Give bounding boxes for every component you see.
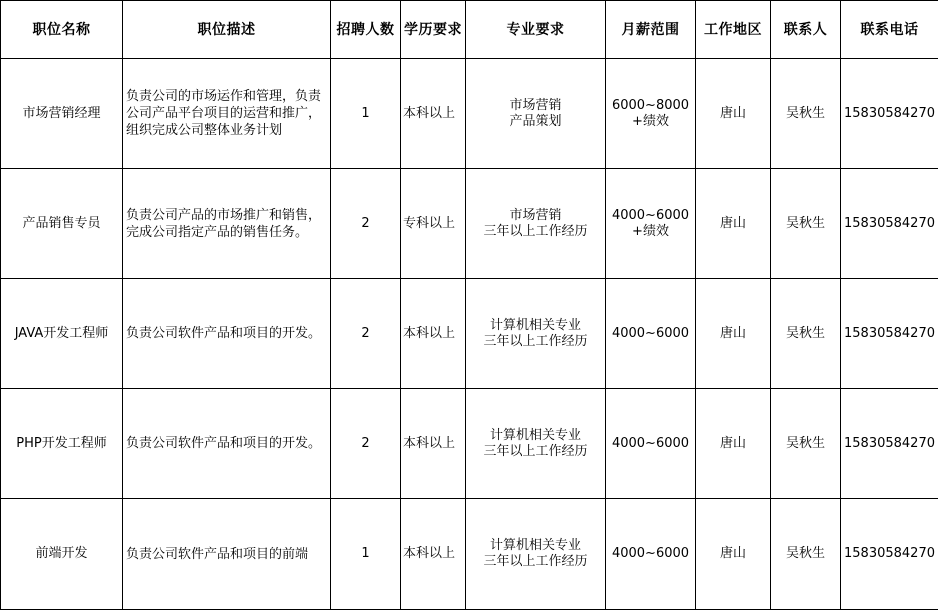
- cell-description: [123, 499, 331, 610]
- cell-major: [466, 279, 606, 389]
- major-line: 计算机相关专业: [489, 317, 581, 333]
- cell-count: 2: [331, 389, 401, 499]
- table-row: [1, 499, 938, 610]
- header-count: 招聘人数: [331, 1, 401, 59]
- description-text: 负责公司软件产品和项目的开发。: [126, 436, 322, 451]
- salary-line: 4000~6000: [611, 546, 690, 561]
- cell-salary: [606, 169, 696, 279]
- salary-line: +绩效: [632, 223, 669, 239]
- cell-education: 本科以上: [401, 59, 466, 169]
- header-description: 职位描述: [123, 1, 331, 59]
- header-title: 职位名称: [1, 1, 123, 59]
- salary-line: 4000~6000: [611, 207, 690, 223]
- major-line: 市场营销: [509, 97, 562, 113]
- cell-salary: [606, 279, 696, 389]
- header-major: 专业要求: [466, 1, 606, 59]
- major-line: 三年以上工作经历: [483, 333, 588, 349]
- table-row: [1, 279, 938, 389]
- cell-location: 唐山: [696, 389, 771, 499]
- major-line: 三年以上工作经历: [483, 554, 588, 569]
- cell-education: 本科以上: [401, 389, 466, 499]
- table-row: [1, 169, 938, 279]
- major-line: 市场营销: [509, 207, 562, 223]
- cell-contact: 吴秋生: [771, 59, 841, 169]
- cell-title: PHP开发工程师: [1, 389, 123, 499]
- salary-line: 6000~8000: [611, 97, 690, 113]
- cell-phone: 15830584270: [841, 59, 938, 169]
- cell-salary: [606, 499, 696, 610]
- cell-location: 唐山: [696, 169, 771, 279]
- cell-major: [466, 389, 606, 499]
- description-text: 负责公司产品的市场推广和销售，完成公司指定产品的销售任务。: [126, 207, 322, 240]
- header-phone: 联系电话: [841, 1, 938, 59]
- cell-major: [466, 169, 606, 279]
- description-text: 负责公司软件产品和项目的前端: [126, 546, 309, 562]
- cell-major: [466, 499, 606, 610]
- cell-education: 本科以上: [401, 279, 466, 389]
- cell-description: [123, 169, 331, 279]
- cell-count: 2: [331, 279, 401, 389]
- cell-title: 前端开发: [1, 499, 123, 610]
- major-line: 计算机相关专业: [489, 538, 581, 553]
- cell-count: 1: [331, 499, 401, 610]
- cell-contact: 吴秋生: [771, 279, 841, 389]
- cell-phone: 15830584270: [841, 499, 938, 610]
- cell-count: 2: [331, 169, 401, 279]
- table-row: [1, 59, 938, 169]
- cell-phone: 15830584270: [841, 279, 938, 389]
- cell-salary: [606, 59, 696, 169]
- cell-salary: [606, 389, 696, 499]
- cell-description: [123, 389, 331, 499]
- header-location: 工作地区: [696, 1, 771, 59]
- cell-description: [123, 59, 331, 169]
- salary-line: +绩效: [632, 113, 669, 129]
- header-education: 学历要求: [401, 1, 466, 59]
- cell-education: 本科以上: [401, 499, 466, 610]
- cell-phone: 15830584270: [841, 169, 938, 279]
- cell-phone: 15830584270: [841, 389, 938, 499]
- header-salary: 月薪范围: [606, 1, 696, 59]
- major-line: 产品策划: [509, 113, 562, 129]
- cell-count: 1: [331, 59, 401, 169]
- cell-title: 市场营销经理: [1, 59, 123, 169]
- cell-contact: 吴秋生: [771, 499, 841, 610]
- header-row: [1, 1, 938, 59]
- cell-title: 产品销售专员: [1, 169, 123, 279]
- table-row: [1, 389, 938, 499]
- cell-major: [466, 59, 606, 169]
- major-line: 三年以上工作经历: [483, 443, 588, 459]
- header-contact: 联系人: [771, 1, 841, 59]
- major-line: 计算机相关专业: [489, 427, 581, 443]
- cell-location: 唐山: [696, 59, 771, 169]
- cell-title: JAVA开发工程师: [1, 279, 123, 389]
- salary-line: 4000~6000: [611, 435, 690, 451]
- cell-location: 唐山: [696, 279, 771, 389]
- cell-contact: 吴秋生: [771, 389, 841, 499]
- description-text: 负责公司软件产品和项目的开发。: [126, 326, 322, 341]
- cell-contact: 吴秋生: [771, 169, 841, 279]
- cell-education: 专科以上: [401, 169, 466, 279]
- description-text: 负责公司的市场运作和管理，负责公司产品平台项目的运营和推广，组织完成公司整体业务计划: [126, 89, 322, 138]
- cell-description: [123, 279, 331, 389]
- major-line: 三年以上工作经历: [483, 223, 588, 239]
- salary-line: 4000~6000: [611, 325, 690, 341]
- cell-location: 唐山: [696, 499, 771, 610]
